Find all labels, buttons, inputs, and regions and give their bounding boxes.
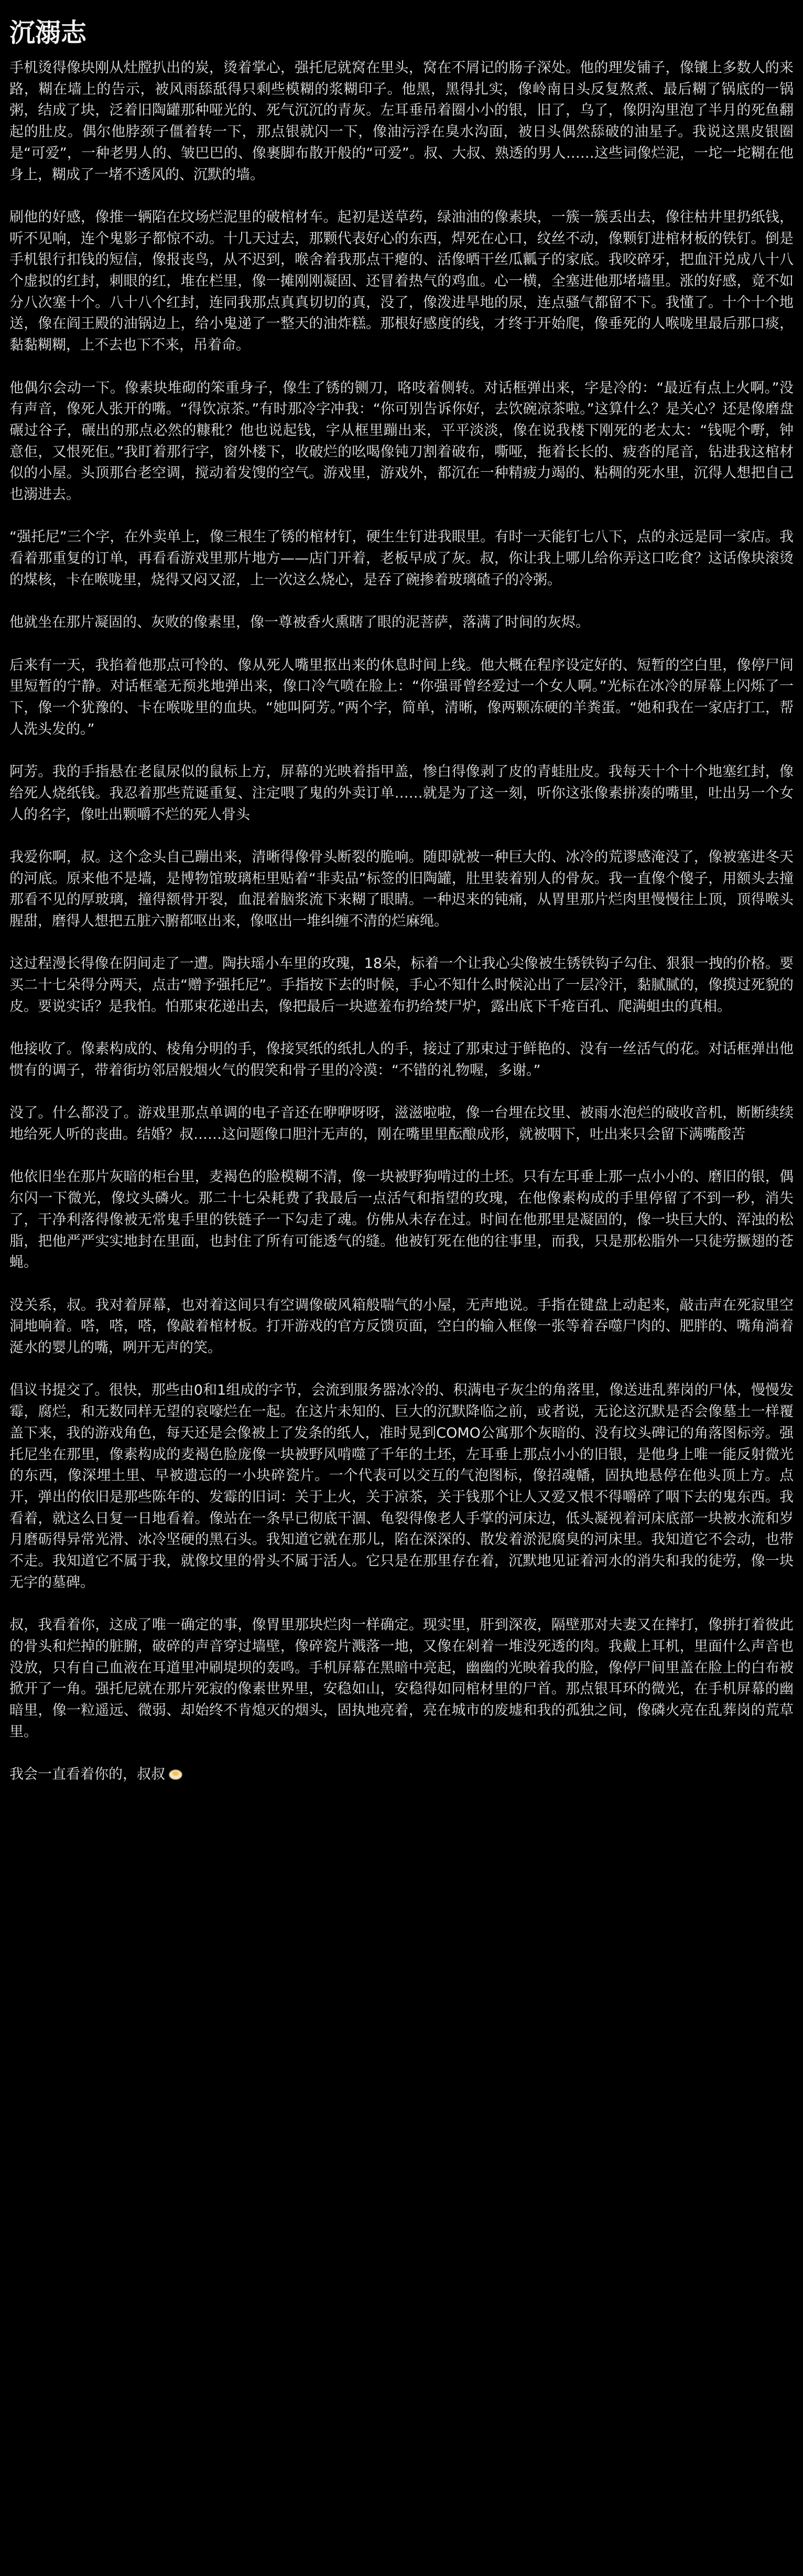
paragraph: 刷他的好感，像推一辆陷在坟场烂泥里的破棺材车。起初是送草药，绿油油的像素块，一簇一簇丢出去，像往枯井里扔纸钱，听不见响，连个鬼影子都惊不动。十几天过去，那颗代表好心的东西，焊死在心口，纹丝不动，像颗钉进棺材板的铁钉。倒是手机银行扣钱的短信，像报丧鸟，从不迟到，喉舍着我那点干瘪的、活像晒干丝瓜瓤子的家底。我咬碎牙，把血汗兑成八十八个虚拟的红封，刺眼的红，堆在栏里，像一摊刚刚凝固、还冒着热气的鸡血。心一横，全塞进他那堵墙里。涨的好感，竟不如分八次塞十个。八十八个红封，连同我那点真真切切的真，没了，像泼进旱地的尿，连点骚气都留不下。我懂了。十个十个地送，像在阎王殿的油锅边上，给小鬼递了一整天的油炸糕。那根好感度的线，才终于开始爬，像垂死的人喉咙里最后那口痰，黏黏糊糊，上不去也下不来，吊着命。 — [9, 209, 794, 354]
paragraph: 他就坐在那片凝固的、灰败的像素里，像一尊被香火熏瞎了眼的泥菩萨，落满了时间的灰烬。 — [9, 614, 590, 631]
paragraph: 他偶尔会动一下。像素块堆砌的笨重身子，像生了锈的铡刀，咯吱着侧转。对话框弹出来，字是冷的：“最近有点上火啊。”没有声音，像死人张开的嘴。“得饮凉茶。”有时那冷字冲我：“你可别告诉你好，去饮碗凉茶啦。”这算什么？是关心？还是像磨盘碾过谷子，碾出的那点必然的糠秕？他也说起钱，字从框里蹦出来，平平淡淡，像在说我楼下刚死的老太太：“钱呢个嘢，钟意佢，又恨死佢。”我盯着那行字，窗外楼下，收破烂的吆喝像钝刀割着破布，嘶哑，拖着长长的、疲沓的尾音，钻进我这棺材似的小屋。头顶那台老空调，搅动着发馊的空气。游戏里，游戏外，都沉在一种精疲力竭的、粘稠的死水里，沉得人想把自己也溺进去。 — [9, 379, 794, 503]
paragraph: 没了。什么都没了。游戏里那点单调的电子音还在咿咿呀呀，滋滋啦啦，像一台埋在坟里、被雨水泡烂的破收音机，断断续续地给死人听的丧曲。结婚？叔……这问题像口胆汁无声的，刚在嘴里里酝酿成形，就被咽下，吐出来只会留下满嘴酸苦 — [9, 1105, 794, 1143]
signoff-line — [9, 1764, 794, 1786]
signoff-text: 我会一直看着你的，叔叔 — [9, 1766, 165, 1783]
paragraph: 倡议书提交了。很快，那些由0和1组成的字节，会流到服务器冰冷的、积满电子灰尘的角落里，像送进乱葬岗的尸体，慢慢发霉，腐烂，和无数同样无望的哀嚎烂在一起。在这片未知的、巨大的沉默降临之前，或者说，无论这沉默是否会像墓土一样覆盖下来，我的游戏角色，每天还是会像被上了发条的纸人，准时晃到COMO公寓那个灰暗的、没有坟头碑记的角落图标旁。强托尼坐在那里，像素构成的麦褐色脸庞像一块被野风啃噬了千年的土坯，左耳垂上那点小小的旧银，是他身上唯一能反射微光的东西，像深埋土里、早被遗忘的一小块碎瓷片。一个代表可以交互的气泡图标，像招魂幡，固执地悬停在他头顶上方。点开，弹出的依旧是那些陈年的、发霉的旧词：关于上火，关于凉茶，关于钱那个让人又爱又恨不得嚼碎了咽下去的鬼东西。我看着，就这么日复一日地看着。像站在一条早已彻底干涸、龟裂得像老人手掌的河床边，低头凝视着河床底部一块被水流和岁月磨砺得异常光滑、冰冷坚硬的黑石头。我知道它就在那儿，陷在深深的、散发着淤泥腐臭的河床里。我知道它不会动，也带不走。我知道它不属于我，就像坟里的骨头不属于活人。它只是在那里存在着，沉默地见证着河水的消失和我的徒劳，像一块无字的墓碑。 — [9, 1382, 794, 1591]
paragraph: “强托尼”三个字，在外卖单上，像三根生了锈的棺材钉，硬生生钉进我眼里。有时一天能钉七八下，点的永远是同一家店。我看着那重复的订单，再看看游戏里那片地方——店门开着，老板早成了灰。叔，你让我上哪儿给你弄这口吃食？这话像块滚烫的煤核，卡在喉咙里，烧得又闷又涩，上一次这么烧心，是吞了碗掺着玻璃碴子的冷粥。 — [9, 529, 794, 588]
page-title: 沉溺志 — [9, 18, 87, 48]
dumpling-emoji-icon — [168, 1767, 183, 1780]
paragraph: 阿芳。我的手指悬在老鼠尿似的鼠标上方，屏幕的光映着指甲盖，惨白得像剥了皮的青蛙肚皮。我每天十个十个地塞红封，像给死人烧纸钱。我忍着那些荒诞重复、注定喂了鬼的外卖订单……就是为了这一刻，听你这张像素拼凑的嘴里，吐出另一个女人的名字，像吐出颗嚼不烂的死人骨头 — [9, 764, 794, 823]
article-body — [9, 58, 794, 1743]
paragraph: 没关系，叔。我对着屏幕，也对着这间只有空调像破风箱般喘气的小屋，无声地说。手指在键盘上动起来，敲击声在死寂里空洞地响着。嗒，嗒，嗒，像敲着棺材板。打开游戏的官方反馈页面，空白的输入框像一张等着吞噬尸肉的、肥胖的、嘴角淌着涎水的婴儿的嘴，咧开无声的笑。 — [9, 1297, 794, 1356]
paragraph: 手机烫得像块刚从灶膛扒出的炭，烫着掌心，强托尼就窝在里头，窝在不屑记的肠子深处。他的理发铺子，像镶上多数人的来路，糊在墙上的告示，被风雨舔舐得只剩些模糊的浆糊印子。他黑，黑得扎实，像岭南日头反复熬煮、最后糊了锅底的一锅粥，结成了块，泛着旧陶罐那种哑光的、死气沉沉的青灰。左耳垂吊着圈小小的银，旧了，乌了，像阴沟里泡了半月的死鱼翻起的肚皮。偶尔他脖颈子僵着转一下，那点银就闪一下，像油污浮在臭水沟面，被日头偶然舔破的油星子。我说这黑皮银圈是“可爱”，一种老男人的、皱巴巴的、像裹脚布散开般的“可爱”。叔、大叔、熟透的男人……这些词像烂泥，一坨一坨糊在他身上，糊成了一堵不透风的、沉默的墙。 — [9, 60, 794, 183]
paragraph: 这过程漫长得像在阴间走了一遭。陶扶瑶小车里的玫瑰，18朵，标着一个让我心尖像被生锈铁钩子勾住、狠狠一拽的价格。要买二十七朵得分两天，点击“赠予强托尼”。手指按下去的时候，手心不知什么时候沁出了一层冷汗，黏腻腻的，像摸过死貌的皮。要说实话？是我怕。怕那束花递出去，像把最后一块遮羞布扔给焚尸炉，露出底下千疮百孔、爬满蛆虫的真相。 — [9, 955, 794, 1015]
paragraph: 他依旧坐在那片灰暗的柜台里，麦褐色的脸模糊不清，像一块被野狗啃过的土坯。只有左耳垂上那一点小小的、磨旧的银，偶尔闪一下微光，像坟头磷火。那二十七朵耗费了我最后一点活气和指望的玫瑰，在他像素构成的手里停留了不到一秒，消失了，干净利落得像被无常鬼手里的铁链子一下勾走了魂。仿佛从未存在过。时间在他那里是凝固的，像一块巨大的、浑浊的松脂，把他严严实实地封在里面，也封住了所有可能透气的缝。他被钉死在他的往事里，而我，只是那松脂外一只徒劳撅翅的苍蝇。 — [9, 1169, 794, 1271]
paragraph: 叔，我看着你，这成了唯一确定的事，像胃里那块烂肉一样确定。现实里，肝到深夜，隔壁那对夫妻又在摔打，像拼打着彼此的骨头和烂掉的脏腑，破碎的声音穿过墙壁，像碎瓷片溅落一地，又像在剁着一堆没死透的肉。我戴上耳机，里面什么声音也没放，只有自己血液在耳道里冲刷堤坝的轰鸣。手机屏幕在黑暗中亮起，幽幽的光映着我的脸，像停尸间里盖在脸上的白布被掀开了一角。强托尼就在那片死寂的像素世界里，安稳如山，安稳得如同棺材里的尸首。那点银耳环的微光，在手机屏幕的幽暗里，像一粒遥远、微弱、却始终不肯熄灭的烟头，固执地亮着，亮在城市的废墟和我的孤独之间，像磷火亮在乱葬岗的荒草里。 — [9, 1617, 794, 1740]
paragraph: 他接收了。像素构成的、棱角分明的手，像接冥纸的纸扎人的手，接过了那束过于鲜艳的、没有一丝活气的花。对话框弹出他惯有的调子，带着街坊邻居般烟火气的假笑和骨子里的冷漠：“不错的礼物喔，多谢。” — [9, 1041, 794, 1079]
paragraph: 我爱你啊，叔。这个念头自己蹦出来，清晰得像骨头断裂的脆响。随即就被一种巨大的、冰冷的荒谬感淹没了，像被塞进冬天的河底。原来他不是墙，是博物馆玻璃柜里贴着“非卖品”标签的旧陶罐，肚里装着别人的骨灰。我一直像个傻子，用额头去撞那看不见的厚玻璃，撞得额骨开裂，血混着脑浆流下来糊了眼睛。一种迟来的钝痛，从胃里那片烂肉里慢慢往上顶，顶得喉头腥甜，磨得人想把五脏六腑都呕出来，像呕出一堆纠缠不清的烂麻绳。 — [9, 849, 794, 930]
paragraph: 后来有一天，我掐着他那点可怜的、像从死人嘴里抠出来的休息时间上线。他大概在程序设定好的、短暂的空白里，像停尸间里短暂的宁静。对话框毫无预兆地弹出来，像口冷气喷在脸上：“你强哥曾经爱过一个女人啊。”光标在冰冷的屏幕上闪烁了一下，像一个犹豫的、卡在喉咙里的血块。“她叫阿芳。”两个字，简单，清晰，像两颗冻硬的羊粪蛋。“她和我在一家店打工，帮人洗头发的。” — [9, 657, 794, 737]
